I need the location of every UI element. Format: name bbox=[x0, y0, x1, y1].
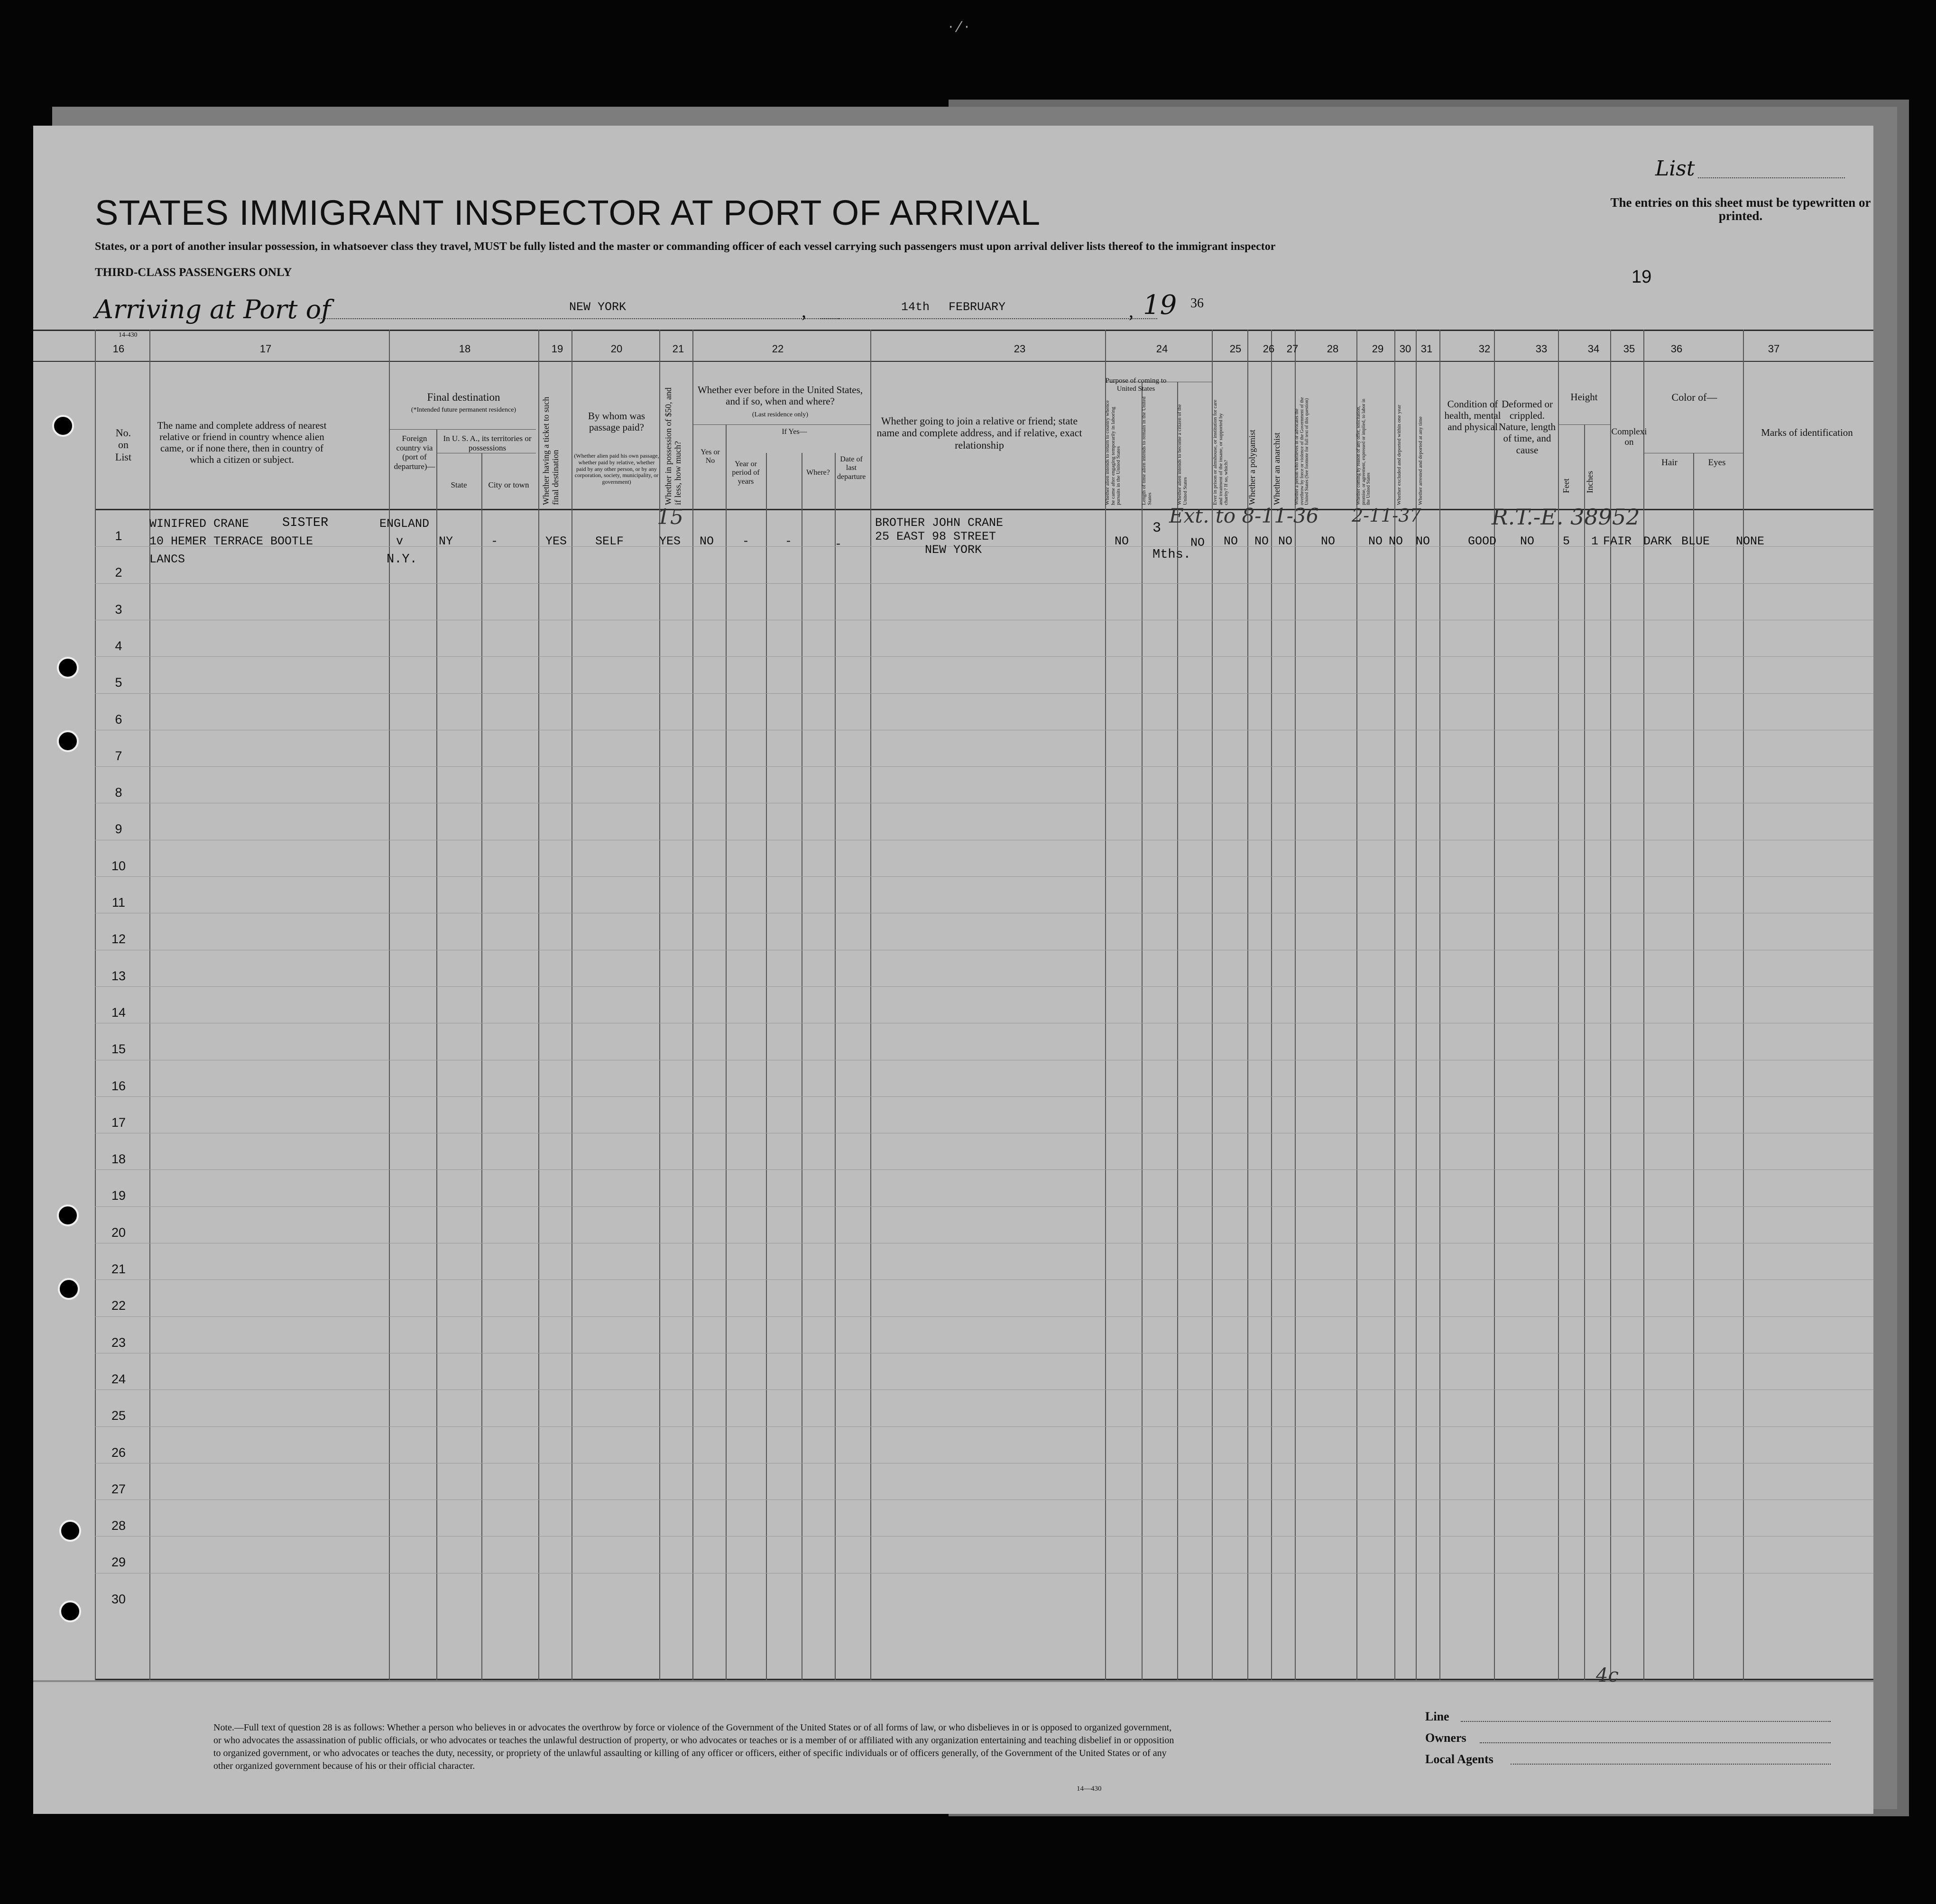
hair-value: DARK bbox=[1643, 534, 1672, 548]
row-number: 29 bbox=[111, 1555, 126, 1570]
header-color-of: Color of— bbox=[1671, 391, 1717, 403]
health-handwritten: R.T.-E. 38952 bbox=[1492, 504, 1640, 530]
sub-column-divider bbox=[1693, 453, 1694, 1680]
ticket-value: YES bbox=[545, 534, 567, 548]
binder-hole bbox=[58, 1278, 80, 1300]
row-number: 14 bbox=[111, 1005, 126, 1020]
row-rule bbox=[95, 1169, 1873, 1170]
joining-line-1: BROTHER JOHN CRANE bbox=[875, 516, 1004, 530]
money-handwritten: 15 bbox=[657, 505, 683, 529]
header-complexion: Complexion bbox=[1611, 427, 1647, 447]
col-num-28: 28 bbox=[1327, 343, 1339, 355]
row-rule bbox=[95, 693, 1873, 694]
header-hair: Hair bbox=[1661, 458, 1678, 468]
purpose-return-value: NO bbox=[1115, 534, 1129, 548]
state-abbrev: N.Y. bbox=[387, 552, 417, 567]
form-code: 14-430 bbox=[119, 331, 138, 339]
column-divider bbox=[1558, 330, 1559, 1680]
manifest-sheet bbox=[33, 126, 1873, 1814]
binder-hole bbox=[57, 730, 79, 752]
owners-field bbox=[1480, 1742, 1831, 1743]
binder-hole bbox=[57, 657, 79, 679]
col-num-19: 19 bbox=[551, 343, 563, 355]
header-health: Condition of health, mental and physical bbox=[1444, 398, 1501, 433]
sub-column-divider bbox=[1584, 424, 1585, 1680]
header-foreign-country: Foreign country via (port of departure)— bbox=[394, 434, 435, 471]
header-fifty-dollars: Whether in possession of $50, and if less, how much? bbox=[664, 387, 682, 505]
row-number: 20 bbox=[111, 1225, 126, 1240]
header-in-usa: In U. S. A., its territories or possessions bbox=[443, 434, 532, 452]
joining-line-3: NEW YORK bbox=[925, 543, 982, 557]
row-rule bbox=[95, 583, 1873, 584]
paid-by-value: SELF bbox=[595, 534, 624, 548]
row-number: 30 bbox=[111, 1591, 126, 1606]
col-num-27: 27 bbox=[1286, 343, 1299, 355]
column-divider bbox=[1416, 330, 1417, 1680]
row-number: 6 bbox=[115, 712, 122, 727]
header-date-departure: Date of last departure bbox=[837, 455, 866, 481]
port-line bbox=[318, 318, 839, 319]
column-divider bbox=[659, 330, 660, 1680]
list-number-line bbox=[1698, 177, 1845, 178]
comma: , bbox=[802, 300, 806, 322]
row-number: 22 bbox=[111, 1298, 126, 1313]
column-divider bbox=[95, 330, 96, 1680]
header-final-destination: Final destination bbox=[427, 391, 500, 403]
row-number: 2 bbox=[115, 565, 122, 580]
length-extension-handwritten: Ext. to 8-11-36 bbox=[1169, 504, 1319, 527]
bottom-handwritten-mark: 4c bbox=[1596, 1665, 1619, 1686]
row-rule bbox=[95, 1206, 1873, 1207]
header-feet: Feet bbox=[1561, 478, 1571, 493]
column-divider bbox=[692, 330, 693, 1680]
row-number: 19 bbox=[111, 1188, 126, 1203]
complexion-value: FAIR bbox=[1603, 534, 1632, 548]
comma: , bbox=[1129, 300, 1134, 322]
list-label: List bbox=[1655, 156, 1695, 181]
table-top-rule bbox=[33, 330, 1873, 331]
entries-notice: The entries on this sheet must be typewritten or printed. bbox=[1610, 195, 1871, 223]
header-length-of-stay: Length of time alien intends to remain in the United States bbox=[1141, 396, 1152, 505]
col-num-18: 18 bbox=[459, 343, 471, 355]
col-num-30: 30 bbox=[1399, 343, 1411, 355]
citizen-value: NO bbox=[1190, 536, 1205, 550]
footnote-code: 14—430 bbox=[1077, 1785, 1102, 1793]
col-num-34: 34 bbox=[1587, 343, 1600, 355]
column-divider bbox=[1494, 330, 1495, 1680]
inches-value: 1 bbox=[1591, 534, 1599, 548]
address-line-2: LANCS bbox=[149, 552, 185, 566]
row-rule bbox=[95, 1426, 1873, 1427]
prison-value: NO bbox=[1224, 534, 1238, 548]
column-divider bbox=[1356, 330, 1357, 1680]
row-rule bbox=[95, 986, 1873, 987]
overthrow-value: NO bbox=[1321, 534, 1336, 548]
row-rule bbox=[95, 766, 1873, 767]
row-number: 26 bbox=[111, 1445, 126, 1460]
years-value: - bbox=[742, 534, 750, 548]
col-num-16: 16 bbox=[112, 343, 125, 355]
header-polygamist: Whether a polygamist bbox=[1247, 430, 1257, 505]
deformed-value: NO bbox=[1520, 534, 1535, 548]
row-number: 27 bbox=[111, 1481, 126, 1496]
relation: SISTER bbox=[282, 516, 329, 530]
header-overthrow: Whether a person who believes in or advocates the overthrow by force or violence of the Government of the United States (See footnote for full text of this question) bbox=[1294, 397, 1309, 505]
header-anarchist: Whether an anarchist bbox=[1272, 432, 1281, 505]
col-num-35: 35 bbox=[1623, 343, 1635, 355]
column-divider bbox=[1271, 330, 1272, 1680]
sub-column-divider bbox=[766, 453, 767, 1680]
relative-name: WINIFRED CRANE bbox=[149, 517, 249, 531]
col-num-29: 29 bbox=[1372, 343, 1384, 355]
length-value: 3 bbox=[1152, 520, 1162, 536]
column-divider bbox=[1610, 330, 1611, 1680]
col-num-20: 20 bbox=[610, 343, 623, 355]
header-arrested: Whether arrested and deported at any time bbox=[1418, 416, 1423, 505]
column-divider bbox=[1212, 330, 1213, 1680]
col-num-21: 21 bbox=[672, 343, 684, 355]
row-number: 1 bbox=[115, 529, 122, 543]
date-departure-value: - bbox=[835, 537, 842, 551]
header-yes-or-no: Yes or No bbox=[701, 448, 720, 465]
col-num-17: 17 bbox=[259, 343, 272, 355]
row-rule bbox=[95, 876, 1873, 877]
column-divider bbox=[1743, 330, 1744, 1680]
column-divider bbox=[1643, 330, 1644, 1680]
header-state: State bbox=[451, 480, 467, 489]
port-value: NEW YORK bbox=[569, 300, 627, 314]
sub-header-rule bbox=[692, 424, 870, 425]
col-num-36: 36 bbox=[1670, 343, 1683, 355]
class-line: THIRD-CLASS PASSENGERS ONLY bbox=[95, 266, 292, 279]
ever-before-value: NO bbox=[700, 534, 714, 548]
header-no-on-list: No. on List bbox=[115, 427, 132, 463]
line-field bbox=[1461, 1720, 1831, 1722]
number-row-rule bbox=[33, 361, 1873, 362]
column-divider bbox=[538, 330, 539, 1680]
joining-line-2: 25 EAST 98 STREET bbox=[875, 530, 996, 543]
arrested-value: NO bbox=[1416, 534, 1430, 548]
column-divider bbox=[1247, 330, 1248, 1680]
row-number: 12 bbox=[111, 932, 126, 947]
col-num-25: 25 bbox=[1229, 343, 1242, 355]
row-number: 24 bbox=[111, 1371, 126, 1386]
header-purpose: Purpose of coming to United States bbox=[1105, 377, 1167, 393]
row-number: 10 bbox=[111, 858, 126, 873]
header-years: Year or period of years bbox=[732, 460, 760, 486]
row-number: 7 bbox=[115, 748, 122, 763]
page-title: STATES IMMIGRANT INSPECTOR AT PORT OF ARRIVAL bbox=[95, 193, 1041, 232]
header-passage-paid: By whom was passage paid? bbox=[588, 410, 645, 433]
header-where: Where? bbox=[806, 469, 830, 477]
month-value: FEBRUARY bbox=[949, 300, 1006, 314]
header-going-to-join: Whether going to join a relative or friend; state name and complete address, and if relative, exact relationship bbox=[876, 415, 1082, 451]
row-rule bbox=[95, 1096, 1873, 1097]
row-number: 15 bbox=[111, 1042, 126, 1057]
anarchist-value: NO bbox=[1278, 534, 1293, 548]
year-prefix: 19 bbox=[1143, 290, 1177, 321]
scan-speck: · ⁄ · bbox=[949, 19, 969, 36]
sub-header-rule bbox=[1558, 424, 1610, 425]
row-number: 16 bbox=[111, 1078, 126, 1093]
binder-hole bbox=[59, 1520, 81, 1542]
header-last-residence: (Last residence only) bbox=[752, 411, 809, 418]
sheet-number: 19 bbox=[1632, 267, 1652, 287]
column-divider bbox=[1394, 330, 1395, 1680]
header-eyes: Eyes bbox=[1708, 458, 1726, 468]
day-value: 14th bbox=[901, 300, 930, 314]
local-agents-field bbox=[1511, 1763, 1831, 1765]
city-value: - bbox=[491, 534, 498, 548]
col-num-37: 37 bbox=[1768, 343, 1780, 355]
sub-header-rule bbox=[389, 429, 536, 430]
col-num-32: 32 bbox=[1478, 343, 1491, 355]
header-excluded: Whether excluded and deported within one year bbox=[1396, 405, 1402, 505]
row-number: 5 bbox=[115, 675, 122, 690]
sub-column-divider bbox=[1177, 382, 1178, 1680]
header-final-destination-note: (*Intended future permanent residence) bbox=[411, 406, 516, 414]
column-divider bbox=[389, 330, 390, 1680]
row-rule bbox=[95, 1499, 1873, 1500]
sub-column-divider bbox=[726, 424, 727, 1680]
header-deformed: Deformed or crippled. Nature, length of time, and cause bbox=[1498, 398, 1556, 456]
local-agents-label: Local Agents bbox=[1425, 1752, 1493, 1766]
row-number: 11 bbox=[111, 895, 126, 910]
column-divider bbox=[1439, 330, 1440, 1680]
row-number: 8 bbox=[115, 785, 122, 800]
foreign-country: ENGLAND bbox=[379, 517, 430, 531]
col-num-22: 22 bbox=[772, 343, 784, 355]
binder-hole bbox=[57, 1205, 79, 1226]
money-value: YES bbox=[659, 534, 681, 548]
column-divider bbox=[870, 330, 871, 1680]
excluded-value: NO bbox=[1389, 534, 1403, 548]
row-number: 25 bbox=[111, 1408, 126, 1423]
header-inches: Inches bbox=[1585, 471, 1595, 493]
arriving-label: Arriving at Port of bbox=[95, 294, 331, 324]
header-ever-before: Whether ever before in the United States, and if so, when and where? bbox=[697, 384, 863, 407]
polygamist-value: NO bbox=[1254, 534, 1269, 548]
header-city: City or town bbox=[488, 480, 529, 489]
row-number: 9 bbox=[115, 822, 122, 837]
instruction-text: States, or a port of another insular possession, in whatsoever class they travel, MUST be fully listed and the master or commanding officer of each vessel carrying such passengers must upon arrival deliver lists thereof to the immigrant inspector bbox=[95, 240, 1276, 253]
header-height: Height bbox=[1570, 391, 1598, 403]
footnote: Note.—Full text of question 28 is as follows: Whether a person who believes in or advocates the overthrow by force or violence of the Government of the United States or of all forms of law, or who disbelieves in or is opposed to organized government, or who advocates the assassination of public officials, or who advocates or teaches the unlawful destruction of property, or who advocates or teaches or is a member of or affiliated with any organization entertaining and teaching disbelief in or opposition to organized government, or who advocates or teaches the duty, necessity, or propriety of the unlawful assaulting or killing of any officer or officers, either of specific individuals or of officers generally, of the Government of the United States or of any other organized government because of his or their official character. bbox=[213, 1722, 1174, 1771]
row-number: 3 bbox=[115, 602, 122, 616]
offer-value: NO bbox=[1368, 534, 1383, 548]
row-number: 28 bbox=[111, 1518, 126, 1533]
sub-column-divider bbox=[481, 453, 482, 1680]
length-unit: Mths. bbox=[1152, 548, 1191, 562]
col-num-26: 26 bbox=[1263, 343, 1275, 355]
col-num-33: 33 bbox=[1535, 343, 1548, 355]
row-rule bbox=[95, 656, 1873, 657]
marks-value: NONE bbox=[1736, 534, 1765, 548]
sub-column-divider bbox=[436, 429, 437, 1680]
header-offer: Whether coming by reason of any offer, solicitation, promise, or agreement, expressed or implied, to labor in the United States bbox=[1356, 398, 1371, 505]
row-rule bbox=[95, 1279, 1873, 1280]
col-num-31: 31 bbox=[1420, 343, 1433, 355]
address-line-1: 10 HEMER TERRACE BOOTLE bbox=[149, 534, 313, 548]
header-ticket: Whether having a ticket to such final destination bbox=[541, 396, 560, 505]
col-num-23: 23 bbox=[1014, 343, 1026, 355]
eyes-value: BLUE bbox=[1681, 534, 1710, 548]
sub-column-divider bbox=[1142, 382, 1143, 1680]
row-rule bbox=[95, 1389, 1873, 1390]
health-value: GOOD bbox=[1468, 534, 1497, 548]
sub-column-divider bbox=[835, 453, 836, 1680]
owners-label: Owners bbox=[1425, 1731, 1466, 1745]
via-mark: v bbox=[396, 534, 404, 548]
binder-hole bbox=[52, 415, 74, 437]
col-num-24: 24 bbox=[1156, 343, 1168, 355]
header-passage-note: (Whether alien paid his own passage, whether paid by relative, whether paid by any other person, or by any corporation, society, municipality, or government) bbox=[574, 452, 659, 486]
header-citizen: Whether alien intends to become a citizen of the United States bbox=[1177, 404, 1188, 505]
header-purpose-return: Whether alien intends to return to country whence he came after engaging temporarily in laboring pursuits in the United States bbox=[1105, 400, 1122, 505]
state-value: NY bbox=[439, 534, 453, 548]
line-label: Line bbox=[1425, 1710, 1449, 1723]
binder-hole bbox=[59, 1600, 81, 1622]
date-line bbox=[820, 318, 1157, 319]
header-if-yes: If Yes— bbox=[782, 428, 807, 436]
row-number: 23 bbox=[111, 1335, 126, 1350]
header-relative-address: The name and complete address of nearest relative or friend in country whence alien came, or if none there, then in country of which a citizen or subject. bbox=[157, 420, 327, 466]
column-divider bbox=[149, 330, 150, 1680]
row-number: 4 bbox=[115, 638, 122, 653]
where-value: - bbox=[785, 534, 793, 548]
row-number: 13 bbox=[111, 968, 126, 983]
feet-value: 5 bbox=[1563, 534, 1570, 548]
row-number: 21 bbox=[111, 1262, 126, 1276]
column-divider bbox=[1105, 330, 1106, 1680]
row-number: 17 bbox=[111, 1115, 126, 1130]
header-marks: Marks of identification bbox=[1761, 427, 1853, 438]
row-rule bbox=[95, 1316, 1873, 1317]
column-divider bbox=[1295, 330, 1296, 1680]
header-prison: Ever in prison or almshouse, or institution for care and treatment of the insane, or supported by charity? If so, which? bbox=[1212, 399, 1229, 505]
year-suffix: 36 bbox=[1190, 296, 1204, 311]
row-number: 18 bbox=[111, 1152, 126, 1167]
offer-handwritten: 2-11-37 bbox=[1352, 505, 1421, 526]
